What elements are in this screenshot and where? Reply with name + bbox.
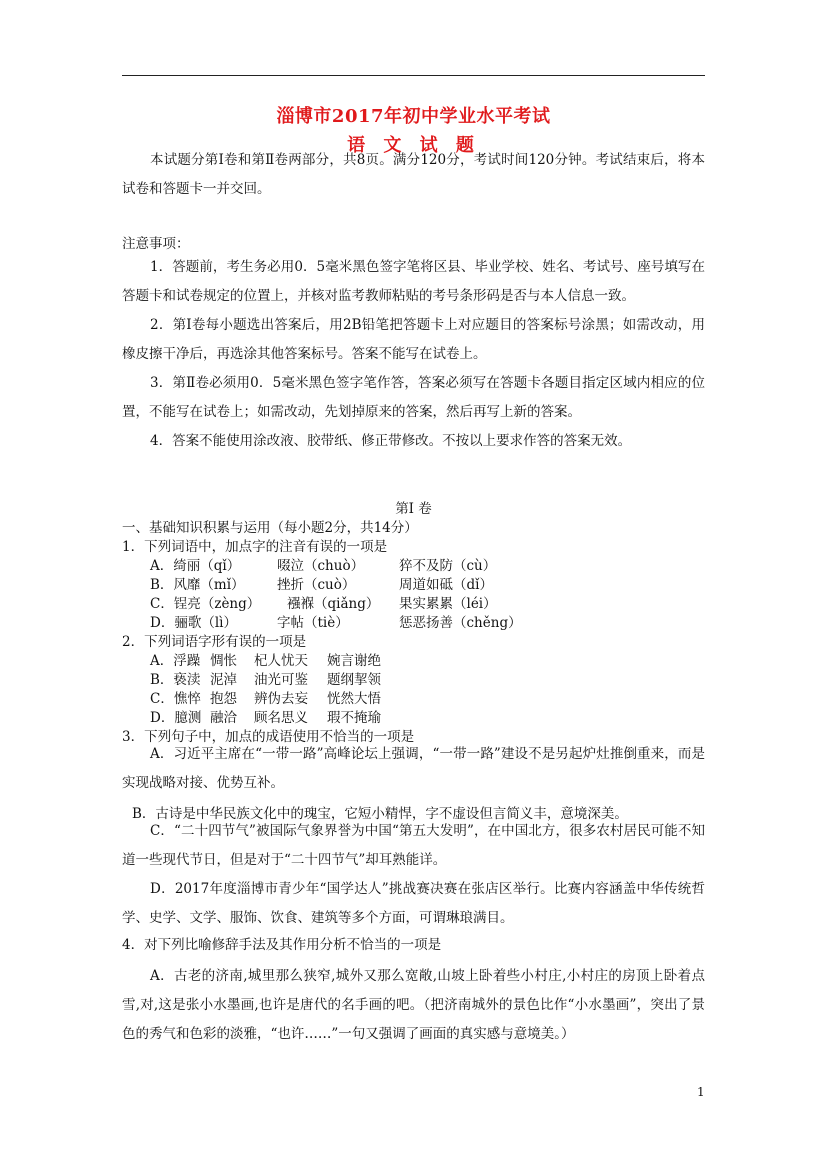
q1-option: D．骊歌（lì） 字帖（tiè） 惩恶扬善（chěng） bbox=[150, 615, 522, 631]
q4-option-a: A．古老的济南,城里那么狭窄,城外又那么宽敞,山坡上卧着些小村庄,小村庄的房顶上卧着点雪,对,这是张小水墨画,也许是唐代的名手画的吧。（把济南城外的景色比作“小水墨画”，突出了景色的秀气和色彩的淡雅，“也许……”一句又强调了画面的真实感与意境美。） bbox=[122, 968, 705, 1042]
q2-option: C．憔悴 抱怨 辨伪去妄 恍然大悟 bbox=[150, 691, 381, 707]
q1-option: B．风靡（mǐ） 挫折（cuò） 周道如砥（dǐ） bbox=[150, 577, 493, 593]
q1-option: A．绮丽（qǐ） 啜泣（chuò） 猝不及防（cù） bbox=[150, 558, 497, 574]
q3-option-a: A．习近平主席在“一带一路”高峰论坛上强调，“一带一路”建设不是另起炉灶推倒重来，而是实现战略对接、优势互补。 bbox=[122, 746, 705, 791]
section-title: 第Ⅰ 卷 bbox=[395, 501, 432, 517]
q3-option-d: D．2017年度淄博市青少年“国学达人”挑战赛决赛在张店区举行。比赛内容涵盖中华传统哲学、史学、文学、服饰、饮食、建筑等多个方面，可谓琳琅满目。 bbox=[122, 881, 705, 926]
q3-option-b: B．古诗是中华民族文化中的瑰宝，它短小精悍，字不虚设但言简义丰，意境深美。 bbox=[132, 806, 628, 822]
q3-option-c: C．“二十四节气”被国际气象界誉为中国“第五大发明”，在中国北方，很多农村居民可能不知道一些现代节日，但是对于“二十四节气”却耳熟能详。 bbox=[122, 823, 705, 868]
exam-title: 淄博市2017年初中学业水平考试 bbox=[276, 106, 551, 127]
note-item: 4．答案不能使用涂改液、胶带纸、修正带修改。不按以上要求作答的答案无效。 bbox=[150, 433, 632, 449]
q1-option: C．锃亮（zèng） 襁褓（qiǎng） 果实累累（léi） bbox=[150, 596, 497, 612]
note-item: 2．第Ⅰ卷每小题选出答案后，用2B铅笔把答题卡上对应题目的答案标号涂黑；如需改动，用橡皮擦干净后，再选涂其他答案标号。答案不能写在试卷上。 bbox=[122, 317, 705, 362]
q1-stem: 1．下列词语中，加点字的注音有误的一项是 bbox=[122, 539, 388, 555]
q2-stem: 2．下列词语字形有误的一项是 bbox=[122, 634, 307, 650]
q2-option: A．浮躁 惆怅 杞人忧天 婉言谢绝 bbox=[150, 653, 381, 669]
note-item: 1．答题前，考生务必用0．5毫米黑色签字笔将区县、毕业学校、姓名、考试号、座号填写在答题卡和试卷规定的位置上，并核对监考教师粘贴的考号条形码是否与本人信息一致。 bbox=[122, 259, 705, 304]
exam-subtitle: 语 文 试 题 bbox=[347, 135, 480, 156]
notes-list bbox=[122, 253, 705, 456]
header-rule bbox=[122, 75, 705, 76]
section-heading: 一、基础知识积累与运用（每小题2分，共14分） bbox=[122, 520, 418, 536]
q2-option: B．亵渎 泥淖 油光可鉴 题纲挈领 bbox=[150, 672, 381, 688]
page-number: 1 bbox=[697, 1085, 705, 1099]
q3-stem: 3．下列句子中，加点的成语使用不恰当的一项是 bbox=[122, 729, 415, 745]
notes-heading: 注意事项： bbox=[122, 236, 190, 252]
q2-option: D．臆测 融洽 顾名思义 瑕不掩瑜 bbox=[150, 710, 381, 726]
q4-stem: 4．对下列比喻修辞手法及其作用分析不恰当的一项是 bbox=[122, 937, 442, 953]
note-item: 3．第Ⅱ卷必须用0．5毫米黑色签字笔作答，答案必须写在答题卡各题目指定区域内相应的位置，不能写在试卷上；如需改动，先划掉原来的答案，然后再写上新的答案。 bbox=[122, 375, 705, 420]
intro-paragraph: 本试题分第Ⅰ卷和第Ⅱ卷两部分，共8页。满分120分，考试时间120分钟。考试结束后，将本试卷和答题卡一并交回。 bbox=[122, 152, 705, 197]
